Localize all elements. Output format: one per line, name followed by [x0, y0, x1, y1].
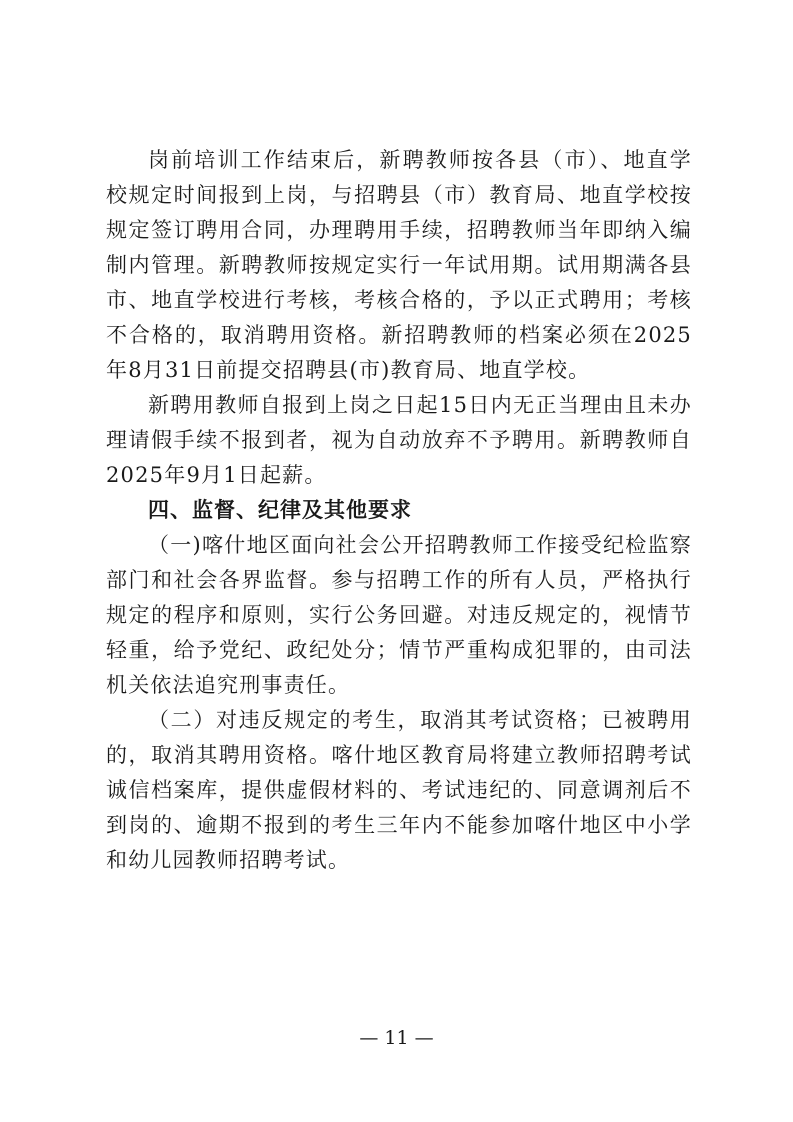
page-number: — 11 —: [359, 1027, 434, 1049]
paragraph-supervision-2: （二）对违反规定的考生，取消其考试资格；已被聘用的，取消其聘用资格。喀什地区教育局将建立教师招聘考试诚信档案库，提供虚假材料的、考试违纪的、同意调剂后不到岗的、逾期不报到的考生三年内不能参加喀什地区中小学和幼儿园教师招聘考试。: [106, 708, 692, 872]
paragraph-post-training-report: 岗前培训工作结束后，新聘教师按各县（市）、地直学校规定时间报到上岗，与招聘县（市）教育局、地直学校按规定签订聘用合同，办理聘用手续，招聘教师当年即纳入编制内管理。新聘教师按规定实行一年试用期。试用期满各县市、地直学校进行考核，考核合格的，予以正式聘用；考核不合格的，取消聘用资格。新招聘教师的档案必须在2025年8月31日前提交招聘县(市)教育局、地直学校。: [106, 148, 692, 382]
document-body: [106, 143, 692, 878]
paragraph-report-deadline: 新聘用教师自报到上岗之日起15日内无正当理由且未办理请假手续不报到者，视为自动放弃不予聘用。新聘教师自2025年9月1日起薪。: [106, 393, 692, 487]
paragraph-supervision-1: （一)喀什地区面向社会公开招聘教师工作接受纪检监察部门和社会各界监督。参与招聘工作的所有人员，严格执行规定的程序和原则，实行公务回避。对违反规定的，视情节轻重，给予党纪、政纪处分；情节严重构成犯罪的，由司法机关依法追究刑事责任。: [106, 533, 692, 697]
section-heading-supervision: 四、监督、纪律及其他要求: [148, 498, 412, 522]
